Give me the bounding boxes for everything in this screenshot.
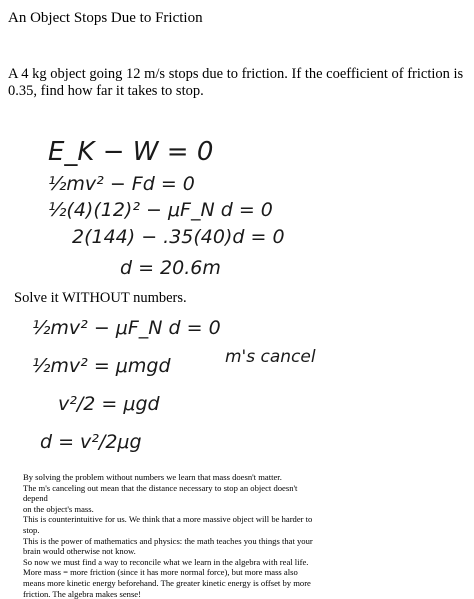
summary-text [23,472,323,599]
summary-line: means more kinetic energy beforehand. The greater kinetic energy is offset by more [23,577,311,588]
solve-prompt: Solve it WITHOUT numbers. [14,290,187,306]
hw-eq-3: ½(4)(12)² − μF_N d = 0 [48,199,273,221]
hw2-eq-2: ½mv² = μmgd [32,355,171,377]
hw-eq-1: E_K − W = 0 [48,137,214,167]
hw-eq-2: ½mv² − Fd = 0 [48,173,195,195]
summary-line: brain would otherwise not know. [23,546,136,557]
hw-eq-4: 2(144) − .35(40)d = 0 [72,226,285,248]
hw2-note: m's cancel [225,347,316,367]
summary-line: friction. The algebra makes sense! [23,588,141,599]
summary-line: This is the power of mathematics and physics: the math teaches you things that your [23,535,313,546]
hw2-eq-4: d = v²/2μg [40,431,142,453]
summary-line: More mass = more friction (since it has more normal force), but more mass also [23,567,298,578]
hw2-eq-1: ½mv² − μF_N d = 0 [32,317,221,339]
summary-line: on the object's mass. [23,503,94,514]
hw-eq-5: d = 20.6m [120,257,221,279]
summary-line: By solving the problem without numbers we learn that mass doesn't matter. [23,472,282,482]
summary-line: This is counterintuitive for us. We think that a more massive object will be harder to stop. [23,514,313,535]
problem-statement: A 4 kg object going 12 m/s stops due to friction. If the coefficient of friction is 0.35, find how far it takes to stop. [8,66,464,99]
summary-line: The m's canceling out mean that the distance necessary to stop an object doesn't depend [23,482,298,504]
page-title: An Object Stops Due to Friction [8,10,203,26]
hw2-eq-3: v²/2 = μgd [58,393,160,415]
summary-line: So now we must find a way to reconcile what we learn in the algebra with real life. [23,556,309,567]
